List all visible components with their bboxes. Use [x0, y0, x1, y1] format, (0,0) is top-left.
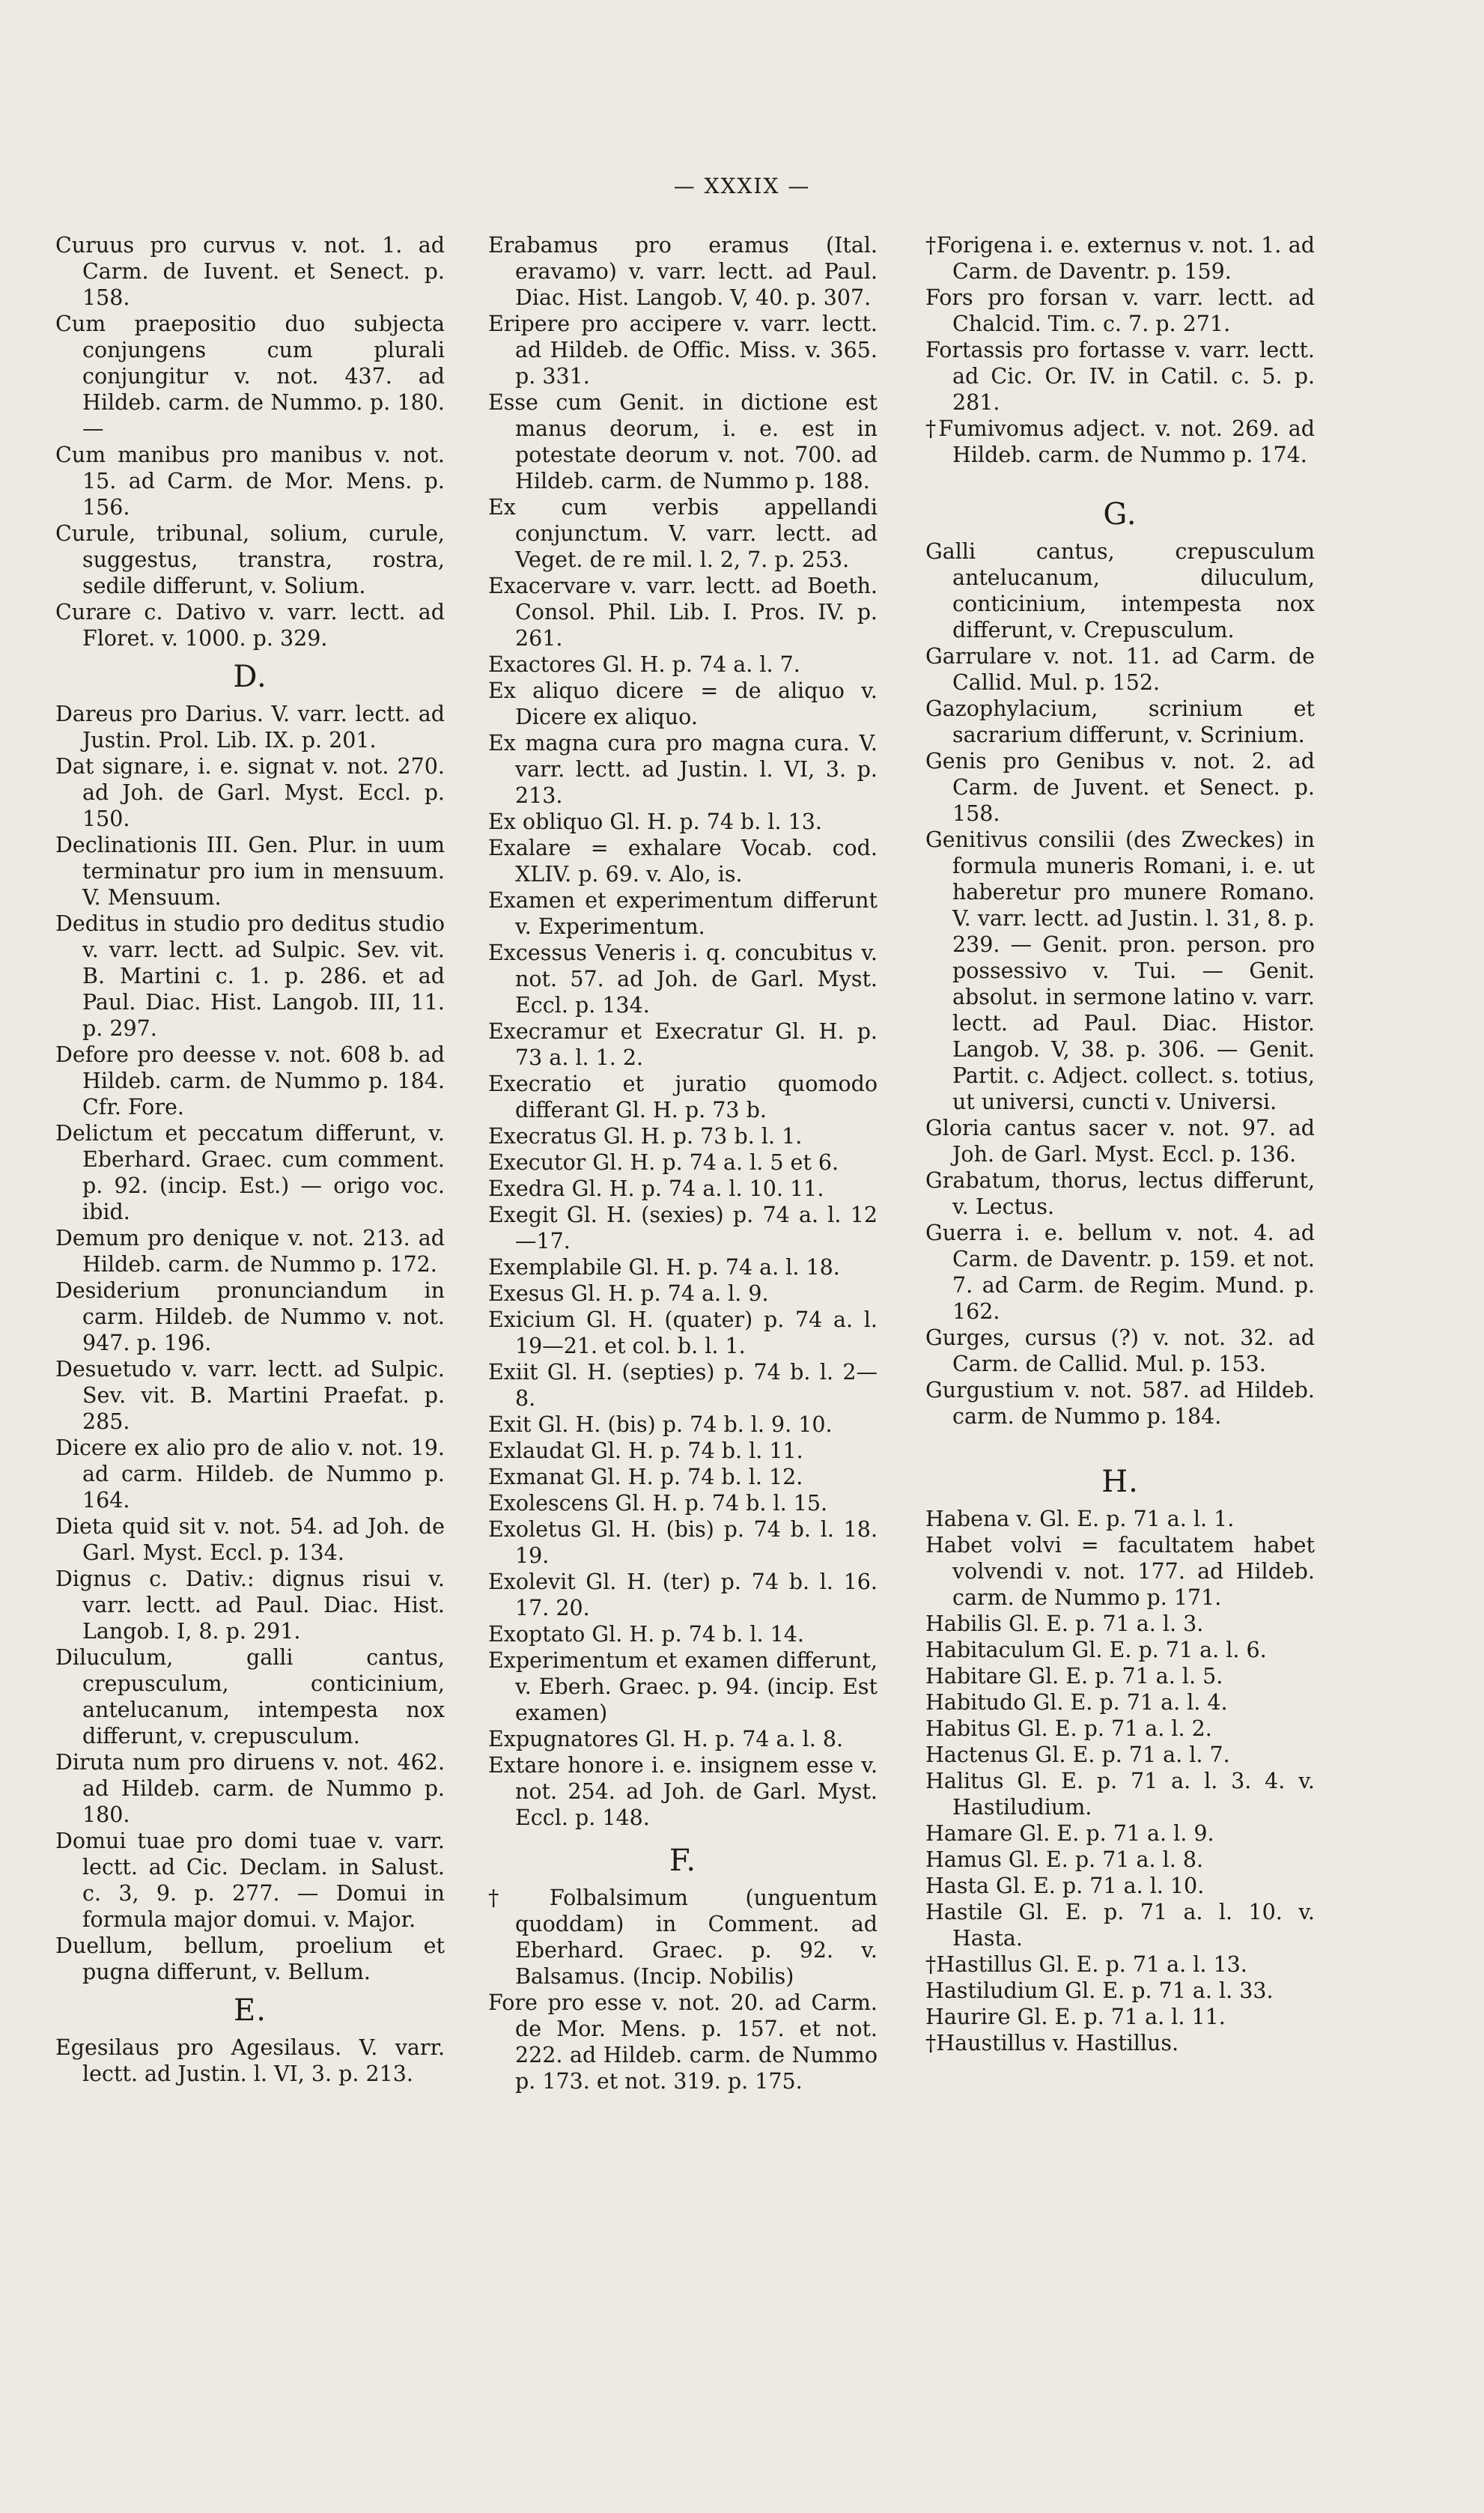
index-entry: Exacervare v. varr. lectt. ad Boeth. Consol. Phil. Lib. I. Pros. IV. p. 261.: [488, 574, 878, 651]
index-entry: Executor Gl. H. p. 74 a. l. 5 et 6.: [488, 1150, 839, 1175]
index-entry: Guerra i. e. bellum v. not. 4. ad Carm. de Daventr. p. 159. et not. 7. ad Carm. de Regim. Mund. p. 162.: [925, 1221, 1315, 1324]
index-entry: Exalare = exhalare Vocab. cod. XLIV. p. 69. v. Alo, is.: [488, 836, 878, 887]
index-entry: Extare honore i. e. insignem esse v. not. 254. ad Joh. de Garl. Myst. Eccl. p. 148.: [488, 1753, 878, 1830]
index-entry: Exolevit Gl. H. (ter) p. 74 b. l. 16. 17. 20.: [488, 1570, 878, 1620]
index-entry: Fortassis pro fortasse v. varr. lectt. ad Cic. Or. IV. in Catil. c. 5. p. 281.: [925, 338, 1315, 415]
index-entry: Egesilaus pro Agesilaus. V. varr. lectt. ad Justin. l. VI, 3. p. 213.: [55, 2035, 445, 2086]
index-entry: Demum pro denique v. not. 213. ad Hildeb. carm. de Nummo p. 172.: [55, 1226, 445, 1277]
section-heading: F.: [669, 1844, 697, 1878]
index-entry: Domui tuae pro domi tuae v. varr. lectt. ad Cic. Declam. in Salust. c. 3, 9. p. 277. — Domui in formula major domui. v. Major.: [55, 1829, 445, 1932]
index-entry: Exit Gl. H. (bis) p. 74 b. l. 9. 10.: [488, 1412, 833, 1437]
index-entry: Experimentum et examen differunt, v. Eberh. Graec. p. 94. (incip. Est examen): [488, 1648, 878, 1725]
index-entry: Execratus Gl. H. p. 73 b. l. 1.: [488, 1124, 803, 1149]
index-entry: Hastiludium Gl. E. p. 71 a. l. 33.: [925, 1978, 1274, 2003]
index-entry: Hasta Gl. E. p. 71 a. l. 10.: [925, 1874, 1205, 1898]
index-entry: Dignus c. Dativ.: dignus risui v. varr. lectt. ad Paul. Diac. Hist. Langob. I, 8. p. 291.: [55, 1567, 445, 1644]
section-heading: G.: [1103, 497, 1137, 532]
index-entry: Exedra Gl. H. p. 74 a. l. 10. 11.: [488, 1176, 824, 1201]
index-entry: Hamus Gl. E. p. 71 a. l. 8.: [925, 1847, 1204, 1872]
index-entry: Cum praepositio duo subjecta conjungens cum plurali conjungitur v. not. 437. ad Hildeb. carm. de Nummo. p. 180. —: [55, 312, 445, 441]
index-entry: Dicere ex alio pro de alio v. not. 19. ad carm. Hildeb. de Nummo p. 164.: [55, 1435, 445, 1513]
page-number: — XXXIX —: [673, 174, 811, 198]
index-entry: Curule, tribunal, solium, curule, suggestus, transtra, rostra, sedile differunt, v. Solium.: [55, 521, 445, 598]
index-entry: Habitudo Gl. E. p. 71 a. l. 4.: [925, 1690, 1228, 1715]
index-entry: Fors pro forsan v. varr. lectt. ad Chalcid. Tim. c. 7. p. 271.: [925, 285, 1315, 336]
section-heading: E.: [234, 1993, 267, 2028]
index-entry: Excessus Veneris i. q. concubitus v. not. 57. ad Joh. de Garl. Myst. Eccl. p. 134.: [488, 941, 878, 1018]
index-entry: Ex cum verbis appellandi conjunctum. V. varr. lectt. ad Veget. de re mil. l. 2, 7. p. 253.: [488, 495, 878, 572]
index-entry: Desuetudo v. varr. lectt. ad Sulpic. Sev. vit. B. Martini Praefat. p. 285.: [55, 1357, 445, 1434]
index-entry: Garrulare v. not. 11. ad Carm. de Callid. Mul. p. 152.: [925, 644, 1315, 695]
index-entry: Gloria cantus sacer v. not. 97. ad Joh. de Garl. Myst. Eccl. p. 136.: [925, 1116, 1315, 1167]
index-entry: Gurgustium v. not. 587. ad Hildeb. carm. de Nummo p. 184.: [925, 1378, 1315, 1429]
index-entry: Esse cum Genit. in dictione est manus deorum, i. e. est in potestate deorum v. not. 700. ad Hildeb. carm. de Nummo p. 188.: [488, 390, 878, 493]
index-entry: Genis pro Genibus v. not. 2. ad Carm. de Juvent. et Senect. p. 158.: [925, 749, 1315, 826]
index-entry: Execratio et juratio quomodo differant Gl. H. p. 73 b.: [488, 1072, 878, 1122]
index-entry: Dieta quid sit v. not. 54. ad Joh. de Garl. Myst. Eccl. p. 134.: [55, 1514, 445, 1565]
index-entry: Exemplabile Gl. H. p. 74 a. l. 18.: [488, 1255, 840, 1280]
index-entry: Hamare Gl. E. p. 71 a. l. 9.: [925, 1821, 1214, 1846]
section-heading: D.: [233, 660, 267, 694]
index-entry: Ex magna cura pro magna cura. V. varr. lectt. ad Justin. l. VI, 3. p. 213.: [488, 731, 878, 808]
index-entry: Exicium Gl. H. (quater) p. 74 a. l. 19—21. et col. b. l. 1.: [488, 1307, 878, 1358]
index-entry: Desiderium pronunciandum in carm. Hildeb. de Nummo v. not. 947. p. 196.: [55, 1278, 445, 1355]
index-entry: Deditus in studio pro deditus studio v. varr. lectt. ad Sulpic. Sev. vit. B. Martini c. 1. p. 286. et ad Paul. Diac. Hist. Langob. III, 11. p. 297.: [55, 911, 445, 1041]
index-entry: Habitare Gl. E. p. 71 a. l. 5.: [925, 1664, 1223, 1689]
index-entry: Examen et experimentum differunt v. Experimentum.: [488, 888, 878, 939]
index-entry: Hastile Gl. E. p. 71 a. l. 10. v. Hasta.: [925, 1900, 1315, 1951]
index-entry: Ex aliquo dicere = de aliquo v. Dicere ex aliquo.: [488, 678, 878, 729]
index-entry: †Forigena i. e. externus v. not. 1. ad Carm. de Daventr. p. 159.: [925, 233, 1315, 284]
index-entry: Habet volvi = facultatem habet volvendi v. not. 177. ad Hildeb. carm. de Nummo p. 171.: [925, 1533, 1315, 1610]
index-entry: †Fumivomus adject. v. not. 269. ad Hildeb. carm. de Nummo p. 174.: [925, 416, 1315, 467]
index-entry: Exoletus Gl. H. (bis) p. 74 b. l. 18. 19.: [488, 1517, 878, 1568]
index-entry: †Folbalsimum (unguentum quoddam) in Comment. ad Eberhard. Graec. p. 92. v. Balsamus. (Incip. Nobilis): [488, 1885, 878, 1989]
index-entry: Exmanat Gl. H. p. 74 b. l. 12.: [488, 1465, 803, 1489]
index-entry: Haurire Gl. E. p. 71 a. l. 11.: [925, 2005, 1226, 2029]
column-3: [925, 232, 1315, 2056]
index-entry: Duellum, bellum, proelium et pugna differunt, v. Bellum.: [55, 1933, 445, 1984]
index-entry: Curare c. Dativo v. varr. lectt. ad Floret. v. 1000. p. 329.: [55, 600, 445, 651]
index-entry: Habitaculum Gl. E. p. 71 a. l. 6.: [925, 1638, 1267, 1662]
index-entry: Habilis Gl. E. p. 71 a. l. 3.: [925, 1611, 1204, 1636]
index-entry: Exolescens Gl. H. p. 74 b. l. 15.: [488, 1491, 828, 1516]
index-entry: Exoptato Gl. H. p. 74 b. l. 14.: [488, 1622, 804, 1647]
index-entry: Ex obliquo Gl. H. p. 74 b. l. 13.: [488, 809, 822, 834]
index-entry: Exiit Gl. H. (septies) p. 74 b. l. 2—8.: [488, 1360, 878, 1411]
index-entry: †Haustillus v. Hastillus.: [925, 2031, 1179, 2055]
section-heading: H.: [1101, 1465, 1139, 1499]
index-entry: Habitus Gl. E. p. 71 a. l. 2.: [925, 1716, 1212, 1741]
index-entry: Diruta num pro diruens v. not. 462. ad Hildeb. carm. de Nummo p. 180.: [55, 1750, 445, 1827]
index-entry: Delictum et peccatum differunt, v. Eberhard. Graec. cum comment. p. 92. (incip. Est.) — origo voc. ibid.: [55, 1121, 445, 1224]
index-entry: Expugnatores Gl. H. p. 74 a. l. 8.: [488, 1727, 844, 1751]
index-entry: Execramur et Execratur Gl. H. p. 73 a. l. 1. 2.: [488, 1019, 878, 1070]
column-2: [488, 232, 878, 2094]
index-entry: Exesus Gl. H. p. 74 a. l. 9.: [488, 1281, 769, 1306]
index-entry: Gazophylacium, scrinium et sacrarium differunt, v. Scrinium.: [925, 696, 1315, 747]
index-entry: Halitus Gl. E. p. 71 a. l. 3. 4. v. Hastiludium.: [925, 1769, 1315, 1820]
index-entry: Galli cantus, crepusculum antelucanum, diluculum, conticinium, intempesta nox differunt, v. Crepusculum.: [925, 539, 1315, 642]
index-entry: Grabatum, thorus, lectus differunt, v. Lectus.: [925, 1168, 1315, 1219]
index-entry: Habena v. Gl. E. p. 71 a. l. 1.: [925, 1507, 1235, 1531]
index-entry: Fore pro esse v. not. 20. ad Carm. de Mor. Mens. p. 157. et not. 222. ad Hildeb. carm. de Nummo p. 173. et not. 319. p. 175.: [488, 1990, 878, 2094]
index-entry: Declinationis III. Gen. Plur. in uum terminatur pro ium in mensuum. V. Mensuum.: [55, 833, 445, 910]
index-entry: Exegit Gl. H. (sexies) p. 74 a. l. 12—17.: [488, 1203, 878, 1254]
index-entry: Dat signare, i. e. signat v. not. 270. ad Joh. de Garl. Myst. Eccl. p. 150.: [55, 754, 445, 831]
index-entry: Defore pro deesse v. not. 608 b. ad Hildeb. carm. de Nummo p. 184. Cfr. Fore.: [55, 1042, 445, 1119]
index-entry: Hactenus Gl. E. p. 71 a. l. 7.: [925, 1742, 1230, 1767]
index-entry: Cum manibus pro manibus v. not. 15. ad Carm. de Mor. Mens. p. 156.: [55, 443, 445, 520]
index-entry: †Hastillus Gl. E. p. 71 a. l. 13.: [925, 1952, 1247, 1977]
index-entry: Dareus pro Darius. V. varr. lectt. ad Justin. Prol. Lib. IX. p. 201.: [55, 702, 445, 753]
column-1: [55, 232, 445, 2087]
index-entry: Eripere pro accipere v. varr. lectt. ad Hildeb. de Offic. Miss. v. 365. p. 331.: [488, 312, 878, 389]
index-entry: Exactores Gl. H. p. 74 a. l. 7.: [488, 652, 800, 677]
index-entry: Curuus pro curvus v. not. 1. ad Carm. de Iuvent. et Senect. p. 158.: [55, 233, 445, 310]
index-entry: Exlaudat Gl. H. p. 74 b. l. 11.: [488, 1438, 803, 1463]
index-entry: Diluculum, galli cantus, crepusculum, conticinium, antelucanum, intempesta nox differunt, v. crepusculum.: [55, 1645, 445, 1748]
index-entry: Erabamus pro eramus (Ital. eravamo) v. varr. lectt. ad Paul. Diac. Hist. Langob. V, 40. p. 307.: [488, 233, 878, 310]
index-entry: Gurges, cursus (?) v. not. 32. ad Carm. de Callid. Mul. p. 153.: [925, 1325, 1315, 1376]
index-entry: Genitivus consilii (des Zweckes) in formula muneris Romani, i. e. ut haberetur pro munere Romano. V. varr. lectt. ad Justin. l. 31, 8. p. 239. — Genit. pron. person. pro possessivo v. Tui. — Genit. absolut. in sermone latino v. varr. lectt. ad Paul. Diac. Histor. Langob. V, 38. p. 306. — Genit. Partit. c. Adject. collect. s. totius, ut universi, cuncti v. Universi.: [925, 827, 1315, 1114]
